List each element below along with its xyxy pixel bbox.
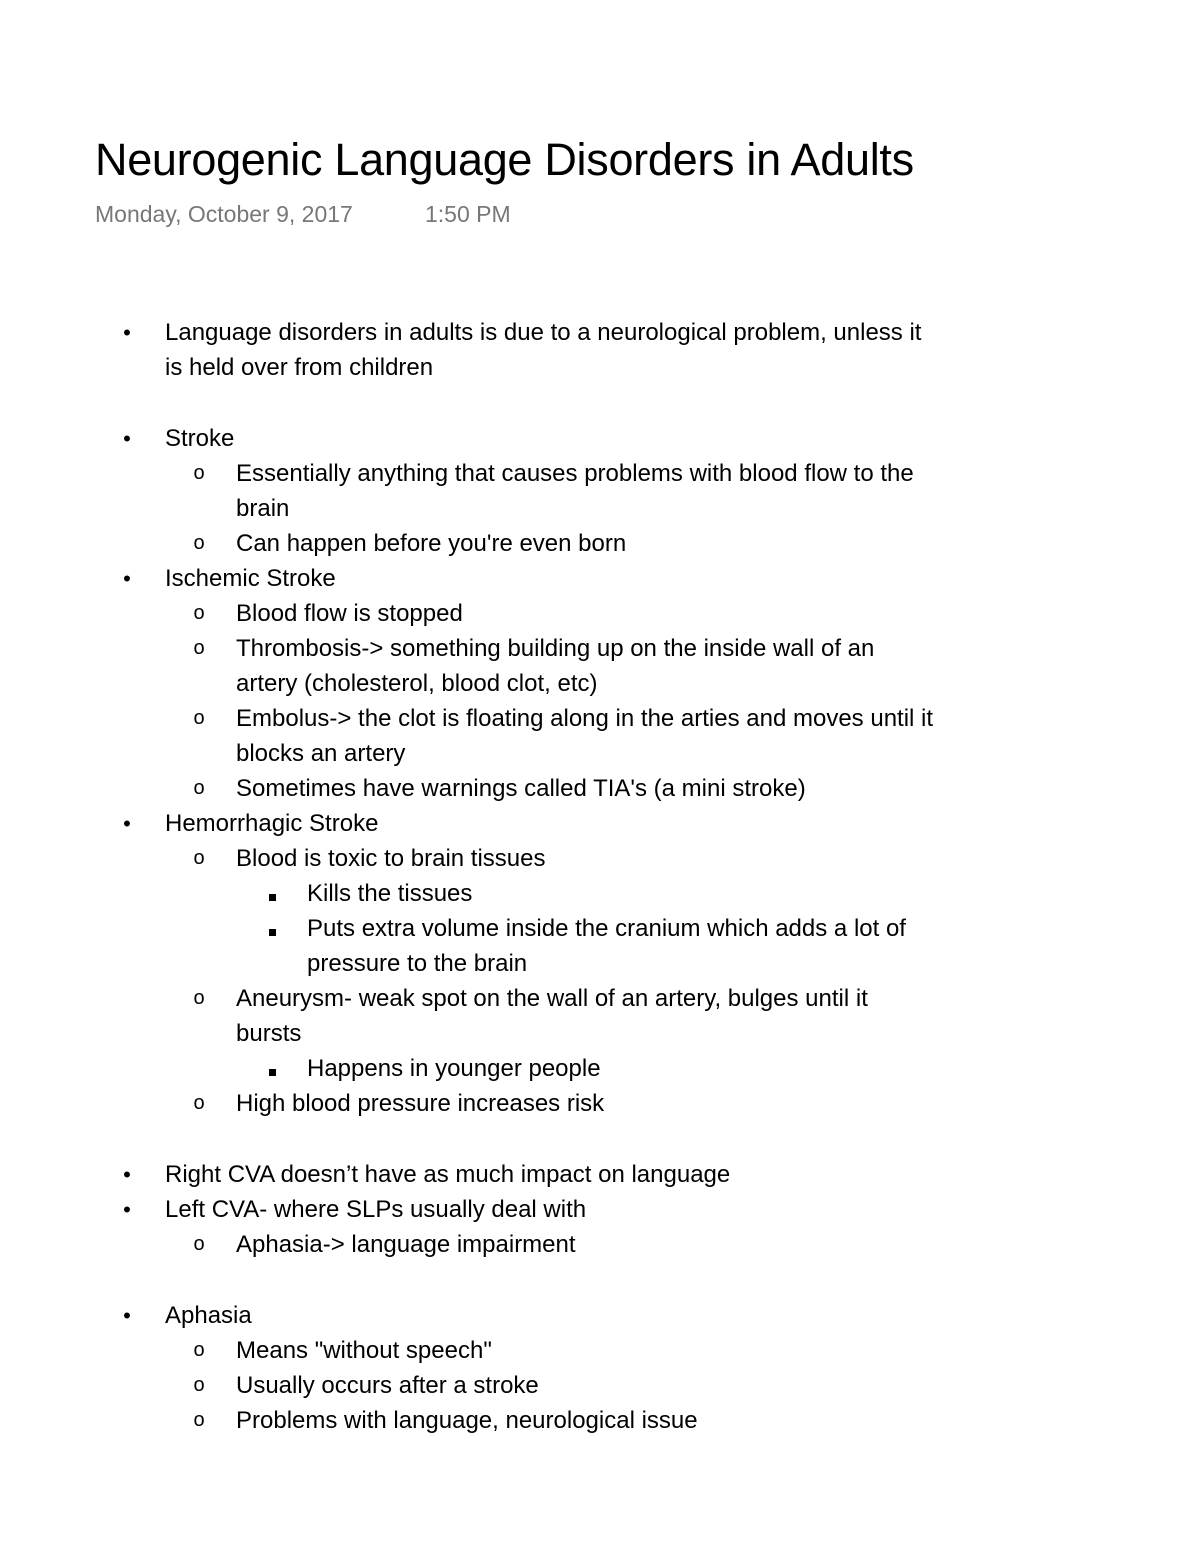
bullet-icon: • (123, 1162, 131, 1187)
list-item (0, 911, 1200, 981)
list-item (0, 1157, 1200, 1192)
list-item-text: Kills the tissues (307, 880, 473, 907)
list-item-text: Essentially anything that causes problems with blood flow to the (236, 460, 914, 487)
list-item (0, 421, 1200, 456)
list-item (0, 701, 1200, 771)
bullet-icon: • (123, 811, 131, 836)
list-item-text: Stroke (165, 425, 235, 452)
bullet-icon: • (123, 1303, 131, 1328)
bullet-icon: • (123, 320, 131, 345)
list-item-text: Embolus-> the clot is floating along in the arties and moves until it (236, 705, 934, 732)
list-item-text: brain (236, 495, 290, 522)
list-item (0, 526, 1200, 561)
list-item-text: Sometimes have warnings called TIA's (a mini stroke) (236, 775, 806, 802)
list-item (0, 876, 1200, 911)
list-item-text: Aphasia-> language impairment (236, 1231, 576, 1258)
list-item (0, 1333, 1200, 1368)
list-item-text: Thrombosis-> something building up on the inside wall of an (236, 635, 875, 662)
list-item (0, 806, 1200, 841)
list-item-text: High blood pressure increases risk (236, 1090, 605, 1117)
spacer (0, 1262, 1200, 1298)
list-item (0, 456, 1200, 526)
list-item (0, 1051, 1200, 1086)
list-item-text: Can happen before you're even born (236, 530, 627, 557)
circle-bullet-icon: o (193, 602, 205, 624)
list-item (0, 841, 1200, 876)
circle-bullet-icon: o (193, 532, 205, 554)
square-bullet-icon (262, 911, 282, 946)
circle-bullet-icon: o (193, 987, 205, 1009)
bullet-icon: • (123, 1197, 131, 1222)
list-item (0, 981, 1200, 1051)
square-bullet-icon (262, 1051, 282, 1086)
circle-bullet-icon: o (193, 1339, 205, 1361)
list-item-text: Ischemic Stroke (165, 565, 336, 592)
circle-bullet-icon: o (193, 1233, 205, 1255)
note-body (0, 315, 1200, 1438)
page-title: Neurogenic Language Disorders in Adults (95, 134, 914, 185)
list-item-text: is held over from children (165, 354, 434, 381)
list-item-text: Means "without speech" (236, 1337, 492, 1364)
circle-bullet-icon: o (193, 847, 205, 869)
spacer (0, 385, 1200, 421)
circle-bullet-icon: o (193, 707, 205, 729)
list-item (0, 1086, 1200, 1121)
circle-bullet-icon: o (193, 462, 205, 484)
list-item-text: Hemorrhagic Stroke (165, 810, 379, 837)
list-item-text: Puts extra volume inside the cranium which adds a lot of (307, 915, 906, 942)
list-item-text: pressure to the brain (307, 950, 528, 977)
bullet-icon: • (123, 566, 131, 591)
list-item-text: Problems with language, neurological issue (236, 1407, 698, 1434)
list-item (0, 1227, 1200, 1262)
list-item (0, 1298, 1200, 1333)
list-item-text: Left CVA- where SLPs usually deal with (165, 1196, 587, 1223)
list-item (0, 1368, 1200, 1403)
list-item-text: blocks an artery (236, 740, 406, 767)
list-item (0, 1192, 1200, 1227)
list-item (0, 315, 1200, 385)
list-item-text: artery (cholesterol, blood clot, etc) (236, 670, 598, 697)
list-item-text: Blood is toxic to brain tissues (236, 845, 546, 872)
list-item (0, 1403, 1200, 1438)
note-time: 1:50 PM (425, 201, 511, 227)
circle-bullet-icon: o (193, 637, 205, 659)
list-item (0, 596, 1200, 631)
list-item-text: Happens in younger people (307, 1055, 601, 1082)
list-item-text: Aneurysm- weak spot on the wall of an artery, bulges until it (236, 985, 868, 1012)
list-item-text: Blood flow is stopped (236, 600, 463, 627)
list-item (0, 771, 1200, 806)
list-item-text: Aphasia (165, 1302, 252, 1329)
list-item (0, 631, 1200, 701)
list-item-text: Right CVA doesn’t have as much impact on language (165, 1161, 731, 1188)
circle-bullet-icon: o (193, 1374, 205, 1396)
list-item-text: bursts (236, 1020, 302, 1047)
square-bullet-icon (262, 876, 282, 911)
list-item-text: Language disorders in adults is due to a neurological problem, unless it (165, 319, 922, 346)
circle-bullet-icon: o (193, 1409, 205, 1431)
circle-bullet-icon: o (193, 1092, 205, 1114)
list-item (0, 561, 1200, 596)
note-date: Monday, October 9, 2017 (95, 201, 353, 227)
circle-bullet-icon: o (193, 777, 205, 799)
spacer (0, 1121, 1200, 1157)
list-item-text: Usually occurs after a stroke (236, 1372, 539, 1399)
bullet-icon: • (123, 426, 131, 451)
